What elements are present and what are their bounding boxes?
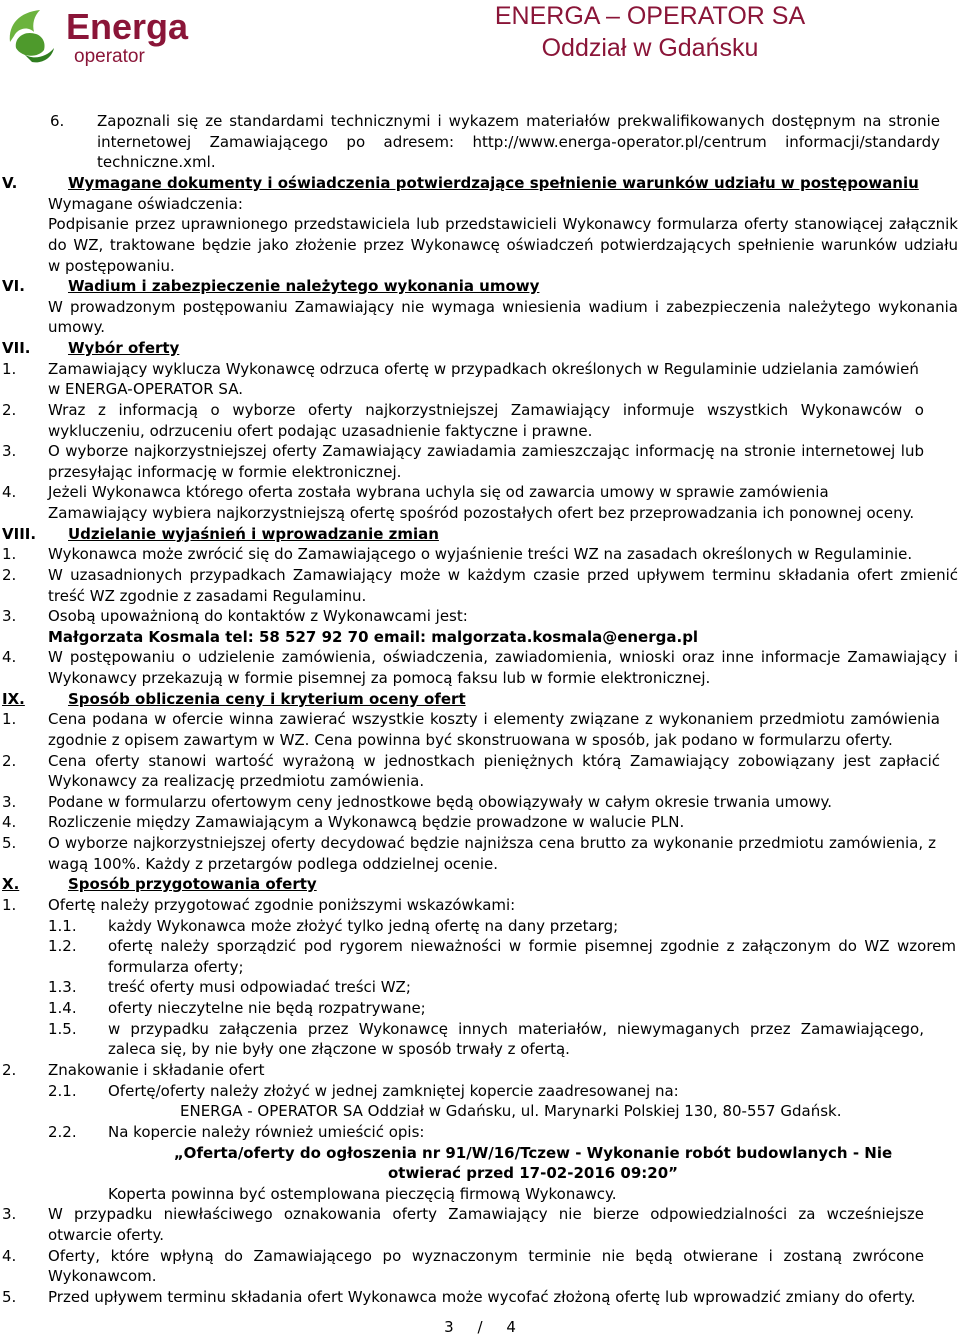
svg-text:operator: operator (74, 46, 145, 67)
item-number: 5. (2, 834, 17, 852)
text-line: W postępowaniu o udzielenie zamówienia, oświadczenia, zawiadomienia, wnioski oraz inne informacje Zamawiający i (48, 648, 958, 666)
svg-text:Energa: Energa (66, 6, 189, 47)
section-heading: Sposób przygotowania oferty (68, 875, 317, 893)
text-line: Ofertę/oferty należy złożyć w jednej zamkniętej kopercie zaadresowanej na: (108, 1082, 679, 1100)
text-line: Wykonawcy przekazują w formie pisemnej za pomocą faksu lub w formie elektronicznej. (48, 669, 711, 687)
text-line: Cena oferty stanowi wartość wyrażoną w jednostkach pieniężnych którą Zamawiający zobowiązany jest zapłacić (48, 752, 940, 770)
item-number: 1. (2, 545, 17, 563)
item-number: 1. (2, 360, 17, 378)
text-line: w postępowaniu. (48, 257, 175, 275)
text-line: zgodnie z opisem zawartym w WZ. Cena powinna być skonstruowana w sposób, jak podano w formularzu oferty. (48, 731, 893, 749)
item-number: 2. (2, 1061, 17, 1079)
item-number: 1.5. (48, 1020, 77, 1038)
text-line: w ENERGA-OPERATOR SA. (48, 380, 243, 398)
item-number: 3. (2, 442, 17, 460)
section-heading: Sposób obliczenia ceny i kryterium oceny ofert (68, 690, 466, 708)
text-line: Osobą upoważnioną do kontaktów z Wykonawcami jest: (48, 607, 468, 625)
item-number: IX. (2, 690, 25, 708)
item-number: VIII. (2, 525, 37, 543)
text-line: Cena podana w ofercie winna zawierać wszystkie koszty i elementy związane z wykonaniem przedmiotu zamówienia (48, 710, 940, 728)
text-line: ENERGA - OPERATOR SA Oddział w Gdańsku, ul. Marynarki Polskiej 130, 80-557 Gdańsk. (180, 1102, 842, 1120)
item-number: VI. (2, 277, 25, 295)
text-line: treść WZ zgodnie z zasadami Regulaminu. (48, 587, 367, 605)
logo-mark-icon (2, 2, 202, 68)
item-number: 5. (2, 1288, 17, 1306)
item-number: 1.2. (48, 937, 77, 955)
page-total: 4 (506, 1318, 516, 1336)
text-line: W prowadzonym postępowaniu Zamawiający nie wymaga wniesienia wadium i zabezpieczenia należytego wykonania (48, 298, 958, 316)
section-heading: Wymagane dokumenty i oświadczenia potwierdzające spełnienie warunków udziału w postępowaniu (68, 174, 919, 192)
item-number: 1.1. (48, 917, 77, 935)
item-number: 1.4. (48, 999, 77, 1017)
text-line: wykluczeniu, odrzuceniu ofert podając uzasadnienie faktyczne i prawne. (48, 422, 593, 440)
text-line: Wykonawcy za realizację przedmiotu zamówienia. (48, 772, 425, 790)
energa-operator-logo (2, 2, 202, 68)
text-line: oferty nieczytelne nie będą rozpatrywane; (108, 999, 426, 1017)
item-number: 2. (2, 401, 17, 419)
text-line: Koperta powinna być ostemplowana pieczęcią firmową Wykonawcy. (108, 1185, 617, 1203)
text-line: Wymagane oświadczenia: (48, 195, 243, 213)
text-line: O wyborze najkorzystniejszej oferty Zamawiający zawiadamia zamieszczając informację na stronie internetowej lub (48, 442, 924, 460)
item-number: 2.1. (48, 1082, 77, 1100)
branch-name: Oddział w Gdańsku (541, 34, 759, 62)
text-line: Wykonawca może zwrócić się do Zamawiającego o wyjaśnienie treści WZ na zasadach określonych w Regulaminie. (48, 545, 913, 563)
item-number: 3. (2, 793, 17, 811)
text-line: do WZ, traktowane będzie jako złożenie przez Wykonawcę oświadczeń potwierdzających spełnienie warunków udziału (48, 236, 958, 254)
text-line: W uzasadnionych przypadkach Zamawiający może w każdym czasie przed upływem terminu składania ofert zmienić (48, 566, 958, 584)
page-number (0, 1318, 960, 1336)
text-line: Podane w formularzu ofertowym ceny jednostkowe będą obowiązywały w całym okresie trwania umowy. (48, 793, 833, 811)
text-line: ofertę należy sporządzić pod rygorem nieważności w formie pisemnej zgodnie z załączonym do WZ wzorem (108, 937, 956, 955)
text-line: Podpisanie przez uprawnionego przedstawiciela lub przedstawicieli Wykonawcy formularza oferty stanowiącej załącznik (48, 215, 958, 233)
text-line: Zapoznali się ze standardami technicznymi i wykazem materiałów prekwalifikowanych dostępnym na stronie (97, 112, 940, 130)
item-number: 1. (2, 710, 17, 728)
text-line: Zamawiający wybiera najkorzystniejszą ofertę spośród pozostałych ofert bez przeprowadzania ich ponownej oceny. (48, 504, 915, 522)
item-number: 4. (2, 648, 17, 666)
item-number: 4. (2, 1247, 17, 1265)
text-line: w przypadku załączenia przez Wykonawcę innych materiałów, niewymaganych przez Zamawiającego, (108, 1020, 924, 1038)
item-number: 2. (2, 566, 17, 584)
item-number: VII. (2, 339, 31, 357)
item-number: X. (2, 875, 20, 893)
text-line: umowy. (48, 318, 106, 336)
page-current: 3 (444, 1318, 454, 1336)
text-line: Wykonawcom. (48, 1267, 157, 1285)
text-line: zaleca się, by nie były one złączone w sposób trwały z ofertą. (108, 1040, 570, 1058)
item-number: 2. (2, 752, 17, 770)
text-line: W przypadku niewłaściwego oznakowania oferty Zamawiający nie bierze odpowiedzialności za wcześniejsze (48, 1205, 924, 1223)
item-number: 3. (2, 607, 17, 625)
section-heading: Udzielanie wyjaśnień i wprowadzanie zmian (68, 525, 439, 543)
text-line: każdy Wykonawca może złożyć tylko jedną ofertę na dany przetarg; (108, 917, 619, 935)
text-line: Na kopercie należy również umieścić opis: (108, 1123, 425, 1141)
section-heading: Wybór oferty (68, 339, 180, 357)
text-line: Małgorzata Kosmala tel: 58 527 92 70 email: malgorzata.kosmala@energa.pl (48, 628, 699, 646)
item-number: 1.3. (48, 978, 77, 996)
text-line: formularza oferty; (108, 958, 244, 976)
text-line: Zamawiający wyklucza Wykonawcę odrzuca ofertę w przypadkach określonych w Regulaminie udzielania zamówień (48, 360, 919, 378)
item-number: 6. (50, 112, 65, 130)
page-separator: / (477, 1318, 483, 1336)
text-line: Rozliczenie między Zamawiającym a Wykonawcą będzie prowadzone w walucie PLN. (48, 813, 685, 831)
item-number: 3. (2, 1205, 17, 1223)
item-number: V. (2, 174, 18, 192)
text-line: O wyborze najkorzystniejszej oferty decydować będzie najniższa cena brutto za wykonanie przedmiotu zamówienia, z (48, 834, 936, 852)
company-name: ENERGA – OPERATOR SA (494, 2, 806, 30)
text-line: Jeżeli Wykonawca którego oferta została wybrana uchyla się od zawarcia umowy w sprawie zamówienia (48, 483, 829, 501)
text-line: techniczne.xml. (97, 153, 216, 171)
text-line: internetowej Zamawiającego po adresem: http://www.energa-operator.pl/centrum informacji/standardy (97, 133, 940, 151)
text-line: Przed upływem terminu składania ofert Wykonawca może wycofać złożoną ofertę lub wprowadzić zmiany do oferty. (48, 1288, 916, 1306)
text-line: Oferty, które wpłyną do Zamawiającego po wyznaczonym terminie nie będą otwierane i zostaną zwrócone (48, 1247, 924, 1265)
text-line: Wraz z informacją o wyborze oferty najkorzystniejszej Zamawiający informuje wszystkich Wykonawców o (48, 401, 924, 419)
text-line: wagą 100%. Każdy z przetargów podlega oddzielnej ocenie. (48, 855, 499, 873)
text-line: Znakowanie i składanie ofert (48, 1061, 265, 1079)
text-line: Ofertę należy przygotować zgodnie poniższymi wskazówkami: (48, 896, 516, 914)
item-number: 2.2. (48, 1123, 77, 1141)
item-number: 4. (2, 813, 17, 831)
text-line: przesyłając informację w formie elektronicznej. (48, 463, 402, 481)
text-line: otwierać przed 17-02-2016 09:20” (387, 1164, 679, 1182)
item-number: 1. (2, 896, 17, 914)
text-line: „Oferta/oferty do ogłoszenia nr 91/W/16/Tczew - Wykonanie robót budowlanych - Nie (173, 1144, 893, 1162)
section-heading: Wadium i zabezpieczenie należytego wykonania umowy (68, 277, 540, 295)
text-line: otwarcie oferty. (48, 1226, 165, 1244)
text-line: treść oferty musi odpowiadać treści WZ; (108, 978, 411, 996)
item-number: 4. (2, 483, 17, 501)
